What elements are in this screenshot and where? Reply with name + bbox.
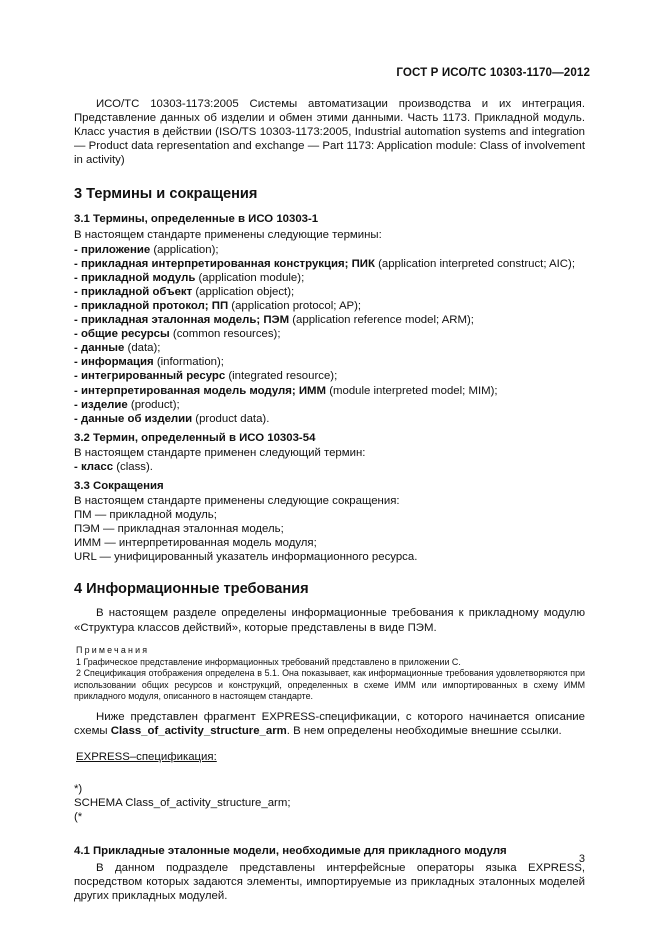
abbreviation-item: URL — унифицированный указатель информационного ресурса. [74,551,418,564]
term-english: (application); [150,243,219,256]
abbreviation-item: ПМ — прикладной модуль; [74,509,217,522]
term-item [74,299,585,313]
term-item [74,257,585,271]
term-name: - прикладная интерпретированная конструкция; ПИК [74,257,375,270]
term-name: - приложение [74,243,151,256]
note-1: 1 Графическое представление информационных требований представлено в приложении С. [76,656,461,667]
term-name: - прикладной модуль [74,271,196,284]
normative-reference-entry: ИСО/ТС 10303-1173:2005 Системы автоматизации производства и их интеграция. Представление данных об изделии и обмен этими данными. Часть 1173. Прикладной модуль. Класс участия в действии (ISO/TS 10303-1173:2005, Industrial automation systems and integration — Product data representation and exchange — Part 1173: Application module: Class of involvement in activity) [74,98,585,167]
term-english: (product data). [192,412,270,425]
note-2: 2 Спецификация отображения определена в 5.1. Она показывает, как информационные требования удовлетворяются при использовании общих ресурсов и конструкций, определенных в схеме ИММ или импортированных в схему ИММ прикладного модуля, описанного в настоящем стандарте. [74,668,585,701]
abbreviations-list [74,508,585,564]
subsection-3-1-lead: В настоящем стандарте применены следующие термины: [74,229,382,242]
term-item [74,412,585,426]
subsection-4-1-paragraph: В данном подразделе представлены интерфейсные операторы языка EXPRESS, посредством которых задаются элементы, импортируемые из прикладных эталонных моделей других прикладных модулей. [74,861,585,903]
express-spec-label: EXPRESS–спецификация: [76,750,217,763]
subsection-3-3-heading: 3.3 Сокращения [74,479,164,492]
abbreviation-item: ПЭМ — прикладная эталонная модель; [74,523,284,536]
term-english: (data); [124,342,161,355]
term-class [74,460,585,474]
notes-heading: Примечания [76,644,150,655]
term-item [74,285,585,299]
subsection-4-1-heading: 4.1 Прикладные эталонные модели, необходимые для прикладного модуля [74,844,507,857]
term-name: - интегрированный ресурс [74,370,226,383]
express-intro-paragraph [74,710,585,738]
term-english: (product); [127,398,180,411]
term-item [74,313,585,327]
term-name: - прикладная эталонная модель; ПЭМ [74,314,290,327]
term-item [74,271,585,285]
term-class-name: - класс [74,460,114,473]
term-name: - прикладной протокол; ПП [74,299,229,312]
subsection-3-3-lead: В настоящем стандарте применены следующие сокращения: [74,494,400,507]
running-header: ГОСТ Р ИСО/ТС 10303-1170—2012 [396,66,590,79]
term-name: - общие ресурсы [74,328,170,341]
term-item [74,355,585,369]
term-name: - данные [74,342,125,355]
term-item [74,327,585,341]
term-item [74,384,585,398]
term-english: (application interpreted construct; AIC); [374,257,575,270]
schema-name: Class_of_activity_structure_arm [110,725,287,738]
term-english: (information); [153,356,224,369]
term-english: (module interpreted model; MIM); [326,384,498,397]
term-item [74,398,585,412]
term-item [74,369,585,383]
term-english: (application protocol; AP); [228,299,362,312]
term-english: (application object); [192,285,295,298]
term-name: - информация [74,356,154,369]
section-4-intro: В настоящем разделе определены информационные требования к прикладному модулю «Структура классов действий», которые представлены в виде ПЭМ. [74,607,585,634]
subsection-3-2-heading: 3.2 Термин, определенный в ИСО 10303-54 [74,431,316,444]
code-comment-open: (* [74,810,83,823]
terms-list [74,243,585,426]
page-number: 3 [578,853,585,865]
term-name: - интерпретированная модель модуля; ИММ [74,384,327,397]
term-item [74,243,585,257]
term-class-english: (class). [113,460,153,473]
term-english: (common resources); [169,328,281,341]
section-4-heading: 4 Информационные требования [74,581,309,598]
term-name: - прикладной объект [74,285,193,298]
term-name: - изделие [74,398,128,411]
subsection-3-1-heading: 3.1 Термины, определенные в ИСО 10303-1 [74,213,319,226]
term-name: - данные об изделии [74,412,193,425]
code-schema-declaration: SCHEMA Class_of_activity_structure_arm; [74,796,291,809]
section-3-heading: 3 Термины и сокращения [74,186,258,203]
code-comment-close: *) [74,782,83,795]
term-english: (integrated resource); [225,370,338,383]
express-intro-text: Ниже представлен фрагмент EXPRESS-спецификации, с которого начинается описание схемы [74,711,585,738]
term-item [74,341,585,355]
express-intro-tail: . В нем определены необходимые внешние ссылки. [286,725,562,738]
page-content [74,97,585,903]
subsection-3-2-lead: В настоящем стандарте применен следующий термин: [74,446,366,459]
abbreviation-item: ИММ — интерпретированная модель модуля; [74,537,317,550]
term-english: (application module); [195,271,305,284]
term-english: (application reference model; ARM); [289,314,474,327]
